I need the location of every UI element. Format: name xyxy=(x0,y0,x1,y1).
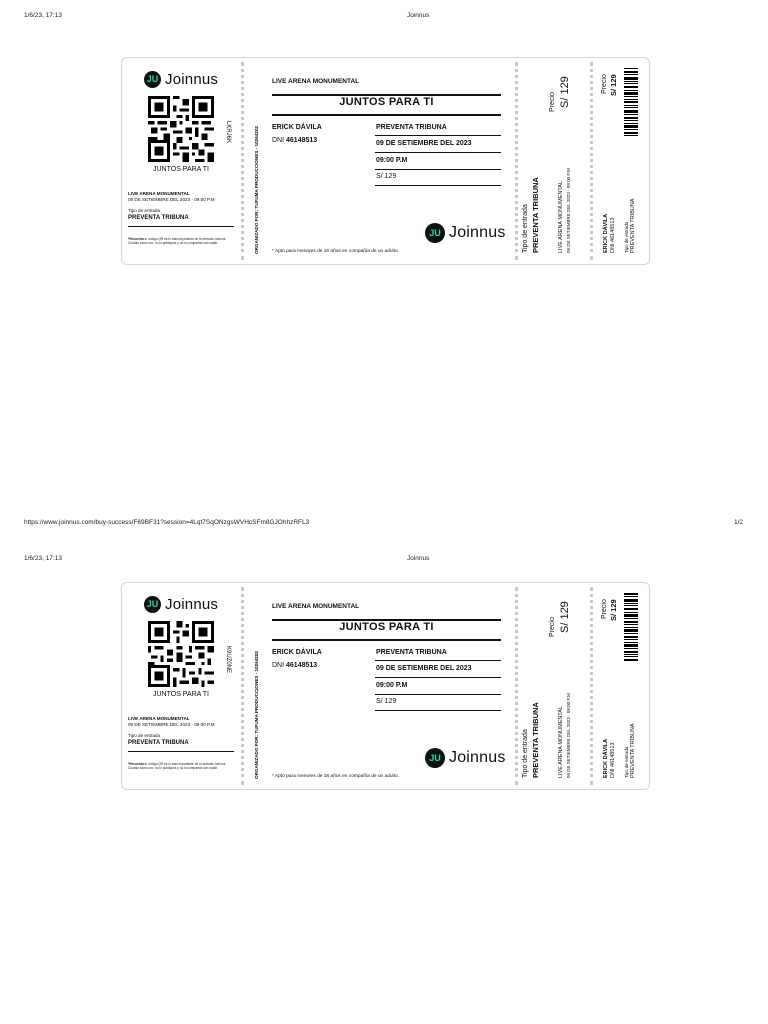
divider xyxy=(375,710,501,711)
barcode xyxy=(624,593,638,661)
divider xyxy=(272,114,501,116)
ticket xyxy=(121,582,650,790)
joinnus-logo: JU Joinnus xyxy=(425,223,506,243)
event-time: 09:00 P.M xyxy=(376,157,408,164)
stub-type: PREVENTA TRIBUNA xyxy=(128,740,189,746)
venue: LIVE ARENA MONUMENTAL xyxy=(272,78,360,85)
price-label-rotated: Precio xyxy=(601,599,608,619)
qr-event-label: JUNTOS PARA TI xyxy=(152,166,209,173)
divider xyxy=(375,135,501,136)
stub-datetime: 09 DE SETIEMBRE DEL 2023 - 09:00 P.M xyxy=(128,722,215,727)
attendee-dni: DNI 46148513 xyxy=(272,662,318,669)
attendee-name: ERICK DÁVILA xyxy=(272,649,322,656)
price: S/ 129 xyxy=(376,173,397,180)
type-rotated: PREVENTA TRIBUNA xyxy=(630,198,636,253)
price: S/ 129 xyxy=(376,698,397,705)
venue-rotated: LIVE ARENA MONUMENTAL xyxy=(558,705,564,778)
datetime-rotated: 09 DE SETIEMBRE DEL 2023 - 09:00 P.M xyxy=(566,693,571,778)
print-title: Joinnus xyxy=(407,12,430,19)
price-rotated: S/ 129 xyxy=(559,601,571,633)
page-number: 1/2 xyxy=(734,519,744,526)
type-label-rotated: Tipo de entrada xyxy=(522,729,529,778)
qr-note: *Recuerda tu código QR es lo más importante de tu entrada Joinnus. Cuídalo como oro, no lo publiques y no lo compartas con nadie. xyxy=(128,762,227,770)
perforation xyxy=(590,62,593,260)
stub-datetime: 09 DE SETIEMBRE DEL 2023 - 09:00 P.M xyxy=(128,197,215,202)
event-title: JUNTOS PARA TI xyxy=(339,96,434,108)
organizer-text: ORGANIZADO POR: TUFUMA PRODUCCIONES - 10264202 xyxy=(254,651,259,779)
joinnus-logo: JU Joinnus xyxy=(144,596,218,613)
divider xyxy=(375,185,501,186)
age-note: * Apto para menores de 18 años en compañía de un adulto. xyxy=(272,249,399,254)
dni-rotated: DNI 46148513 xyxy=(610,742,616,778)
type-rotated: PREVENTA TRIBUNA xyxy=(531,177,540,253)
divider xyxy=(272,639,501,641)
perforation xyxy=(241,587,244,785)
joinnus-logo: JU Joinnus xyxy=(425,748,506,768)
type-rotated: PREVENTA TRIBUNA xyxy=(531,702,540,778)
page-url[interactable]: https://www.joinnus.com/buy-success/F69BF31?session=4Lqt7SqONzgsWVHcSFm8GJOhhzRFL3 xyxy=(24,519,310,526)
ticket-code: K9UZ0NE xyxy=(225,646,231,674)
type-rotated: PREVENTA TRIBUNA xyxy=(630,723,636,778)
price-label-rotated: Precio xyxy=(549,617,556,637)
price-label-rotated: Precio xyxy=(601,74,608,94)
datetime-rotated: 09 DE SETIEMBRE DEL 2023 - 09:00 P.M xyxy=(566,168,571,253)
divider xyxy=(375,660,501,661)
type-label-rotated: Tipo de entrada xyxy=(624,221,629,253)
dni-rotated: DNI 46148513 xyxy=(610,217,616,253)
print-date: 1/6/23, 17:13 xyxy=(24,555,62,562)
venue: LIVE ARENA MONUMENTAL xyxy=(272,603,360,610)
event-date: 09 DE SETIEMBRE DEL 2023 xyxy=(376,665,472,672)
event-title: JUNTOS PARA TI xyxy=(339,621,434,633)
print-date: 1/6/23, 17:13 xyxy=(24,12,62,19)
perforation xyxy=(590,587,593,785)
stub-type-label: Tipo de entrada xyxy=(128,208,161,213)
organizer-text: ORGANIZADO POR: TUFUMA PRODUCCIONES - 10264202 xyxy=(254,126,259,254)
attendee-name: ERICK DÁVILA xyxy=(272,124,322,131)
qr-note: *Recuerda tu código QR es lo más importante de tu entrada Joinnus. Cuídalo como oro, no lo publiques y no lo compartas con nadie. xyxy=(128,237,227,245)
event-time: 09:00 P.M xyxy=(376,682,408,689)
ticket-code: LKRJ6K xyxy=(225,121,231,144)
attendee-rotated: ERICK DÁVILA xyxy=(603,738,609,778)
stub-type-label: Tipo de entrada xyxy=(128,733,161,738)
zone: PREVENTA TRIBUNA xyxy=(376,124,447,131)
attendee-dni: DNI 46148513 xyxy=(272,137,318,144)
zone: PREVENTA TRIBUNA xyxy=(376,649,447,656)
venue-rotated: LIVE ARENA MONUMENTAL xyxy=(558,180,564,253)
price-rotated: S/ 129 xyxy=(559,76,571,108)
print-title: Joinnus xyxy=(407,555,430,562)
barcode xyxy=(624,68,638,136)
event-date: 09 DE SETIEMBRE DEL 2023 xyxy=(376,140,472,147)
divider xyxy=(128,751,234,752)
stub-venue: LIVE ARENA MONUMENTAL xyxy=(128,191,190,196)
perforation xyxy=(241,62,244,260)
qr-code xyxy=(148,621,214,687)
divider xyxy=(128,226,234,227)
perforation xyxy=(515,62,518,260)
qr-code xyxy=(148,96,214,162)
divider xyxy=(375,694,501,695)
joinnus-logo: JU Joinnus xyxy=(144,71,218,88)
age-note: * Apto para menores de 18 años en compañía de un adulto. xyxy=(272,774,399,779)
price-label-rotated: Precio xyxy=(549,92,556,112)
stub-type: PREVENTA TRIBUNA xyxy=(128,215,189,221)
price-rotated: S/ 129 xyxy=(609,74,618,96)
divider xyxy=(375,677,501,678)
type-label-rotated: Tipo de entrada xyxy=(522,204,529,253)
perforation xyxy=(515,587,518,785)
qr-event-label: JUNTOS PARA TI xyxy=(152,691,209,698)
price-rotated: S/ 129 xyxy=(609,599,618,621)
ticket xyxy=(121,57,650,265)
divider xyxy=(375,152,501,153)
stub-venue: LIVE ARENA MONUMENTAL xyxy=(128,716,190,721)
divider xyxy=(375,169,501,170)
attendee-rotated: ERICK DÁVILA xyxy=(603,213,609,253)
type-label-rotated: Tipo de entrada xyxy=(624,746,629,778)
